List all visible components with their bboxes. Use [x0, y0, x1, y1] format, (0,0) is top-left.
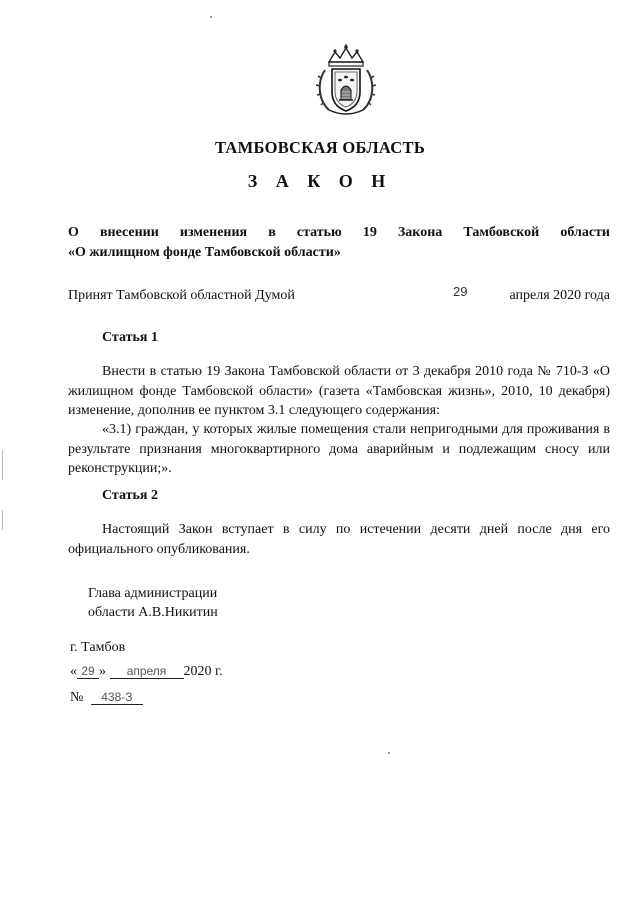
law-title-line-2: «О жилищном фонде Тамбовской области» [68, 245, 341, 260]
law-title [68, 223, 610, 263]
city: г. Тамбов [70, 640, 126, 655]
adopted-date: апреля 2020 года [509, 288, 610, 303]
region-title: ТАМБОВСКАЯ ОБЛАСТЬ [214, 138, 426, 157]
signing-day: 29 [77, 664, 99, 679]
article-1-paragraph-2: «3.1) граждан, у которых жилые помещения стали непригодными для проживания в результате признания многоквартирного дома аварийным и подлежащим сносу или реконструкции;». [68, 422, 610, 476]
scan-speck [210, 16, 212, 18]
signing-year: 2020 г. [183, 664, 223, 679]
signing-month: апреля [110, 664, 184, 679]
registration-number [70, 690, 143, 706]
law-title-line-1: О внесении изменения в статью 19 Закона Тамбовской области [68, 225, 610, 240]
scan-margin-mark [2, 450, 3, 480]
article-1-paragraph-1: Внести в статью 19 Закона Тамбовской области от 3 декабря 2010 года № 710-З «О жилищном фонде Тамбовской области» (газета «Тамбовская жизнь», 2010, 10 декабря) изменение, дополнив ее пунктом 3.1 следующего содержания: [68, 364, 610, 418]
article-2-title: Статья 2 [102, 488, 158, 503]
article-1-title: Статья 1 [102, 330, 158, 345]
open-quote: « [70, 664, 77, 679]
number-value: 438-З [91, 690, 143, 705]
scan-speck [388, 752, 390, 754]
signing-date [70, 664, 223, 680]
signature-position: Глава администрации [88, 586, 218, 601]
adopted-day: 29 [453, 284, 468, 299]
close-quote: » [99, 664, 106, 679]
signature-name: области А.В.Никитин [88, 604, 218, 620]
adopted-by: Принят Тамбовской областной Думой [68, 288, 295, 303]
article-2-paragraph-1: Настоящий Закон вступает в силу по истечении десяти дней после дня его официального опубликования. [68, 522, 610, 557]
number-label: № [70, 690, 84, 705]
document-type-title: З А К О Н [247, 171, 393, 191]
tambov-coat-of-arms-icon [315, 42, 377, 118]
signature-block [88, 585, 218, 622]
scan-margin-mark [2, 510, 3, 530]
